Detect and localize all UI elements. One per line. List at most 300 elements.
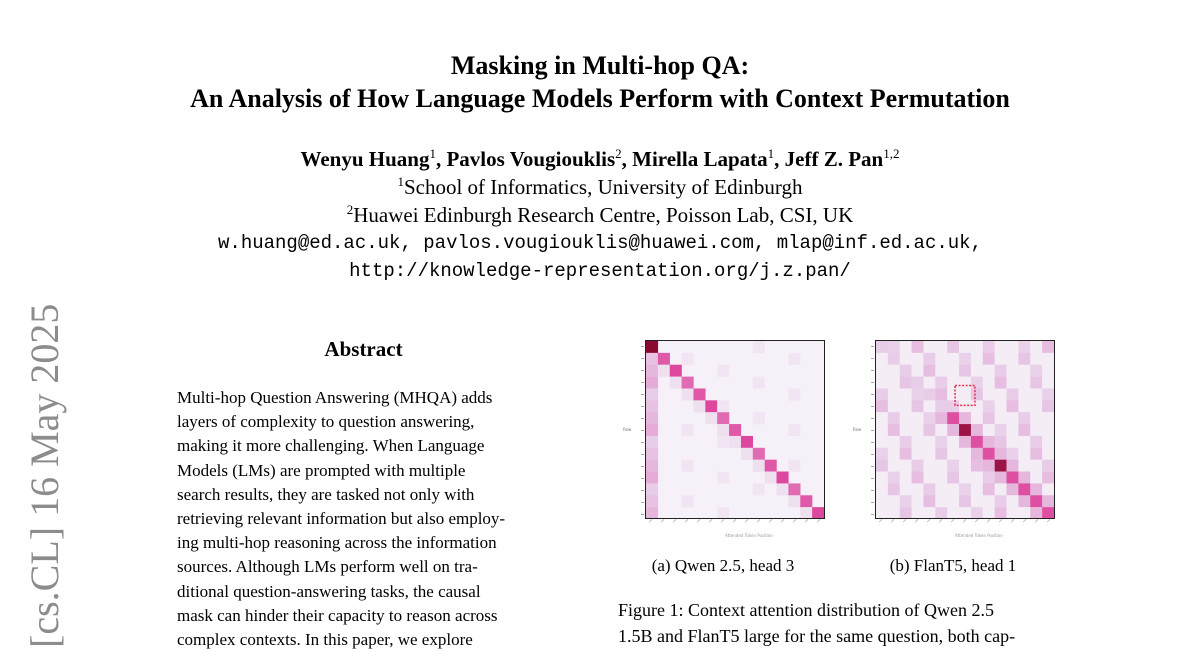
heatmap-flant5-y-label: Row [853, 427, 862, 432]
heatmap-cell [1042, 400, 1054, 412]
heatmap-cell [729, 436, 741, 448]
heatmap-cell [788, 353, 800, 365]
heatmap-cell [1030, 460, 1042, 472]
heatmap-cell [900, 483, 912, 495]
email-link[interactable]: mlap@inf.ed.ac.uk [776, 232, 971, 254]
heatmap-cell [646, 365, 658, 377]
heatmap-cell [959, 353, 971, 365]
heatmap-cell [1018, 377, 1030, 389]
heatmap-cell [1018, 460, 1030, 472]
heatmap-cell [888, 460, 900, 472]
heatmap-cell [765, 460, 777, 472]
heatmap-cell [971, 483, 983, 495]
heatmap-cell [900, 400, 912, 412]
heatmap-cell [900, 412, 912, 424]
heatmap-cell [876, 412, 888, 424]
heatmap-cell [1007, 400, 1019, 412]
heatmap-cell [1018, 353, 1030, 365]
heatmap-cell [923, 377, 935, 389]
abstract-line: complex contexts. In this paper, we explore [177, 630, 473, 650]
heatmap-cell [912, 448, 924, 460]
heatmap-cell [935, 353, 947, 365]
heatmap-cell [995, 436, 1007, 448]
heatmap-cell [971, 448, 983, 460]
heatmap-cell [971, 365, 983, 377]
heatmap-cell [947, 400, 959, 412]
heatmap-cell [658, 365, 670, 377]
heatmap-cell [995, 495, 1007, 507]
heatmap-cell [1030, 365, 1042, 377]
heatmap-cell [971, 424, 983, 436]
heatmap-cell [1018, 424, 1030, 436]
heatmap-cell [753, 412, 765, 424]
heatmap-cell [876, 400, 888, 412]
heatmap-cell [876, 448, 888, 460]
heatmap-cell [682, 460, 694, 472]
heatmap-cell [1018, 412, 1030, 424]
heatmap-cell [995, 507, 1007, 518]
heatmap-cell [888, 483, 900, 495]
heatmap-flant5-y-axis [845, 336, 875, 526]
heatmap-cell [900, 388, 912, 400]
heatmap-cell [1030, 353, 1042, 365]
heatmap-cell [983, 495, 995, 507]
heatmap-cell [741, 448, 753, 460]
heatmap-cell [971, 436, 983, 448]
heatmap-cell [800, 495, 812, 507]
heatmap-cell [912, 424, 924, 436]
heatmap-cell [1007, 377, 1019, 389]
heatmap-cell [947, 424, 959, 436]
heatmap-cell [1030, 448, 1042, 460]
heatmap-cell [900, 448, 912, 460]
heatmap-cell [935, 388, 947, 400]
heatmap-cell [983, 460, 995, 472]
heatmap-cell [1018, 448, 1030, 460]
heatmap-cell [983, 424, 995, 436]
heatmap-cell [935, 507, 947, 518]
author-affil-sup: 1 [767, 146, 775, 161]
heatmap-cell [1030, 472, 1042, 484]
title-line-2: An Analysis of How Language Models Perform with Context Permutation [190, 84, 1010, 113]
heatmap-cell [983, 412, 995, 424]
heatmap-cell [959, 412, 971, 424]
heatmap-cell [888, 388, 900, 400]
heatmap-cell [959, 388, 971, 400]
heatmap-cell [670, 377, 682, 389]
heatmap-cell [646, 412, 658, 424]
heatmap-cell [923, 507, 935, 518]
heatmap-cell [1007, 460, 1019, 472]
heatmap-cell [947, 448, 959, 460]
author-name: Wenyu Huang [300, 147, 430, 171]
heatmap-cell [1042, 353, 1054, 365]
abstract-line: making it more challenging. When Language [177, 436, 485, 456]
heatmap-cell [682, 353, 694, 365]
heatmap-cell [888, 412, 900, 424]
heatmap-cell [1007, 472, 1019, 484]
heatmap-cell [888, 448, 900, 460]
heatmap-cell [765, 472, 777, 484]
heatmap-cell [876, 353, 888, 365]
heatmap-cell [777, 483, 789, 495]
abstract-line: mask can hinder their capacity to reason across [177, 605, 498, 625]
heatmap-cell [888, 377, 900, 389]
heatmap-cell [888, 353, 900, 365]
heatmap-cell [646, 483, 658, 495]
heatmap-cell [646, 495, 658, 507]
heatmap-cell [1007, 436, 1019, 448]
heatmap-cell [959, 495, 971, 507]
abstract-line: Multi-hop Question Answering (MHQA) adds [177, 388, 493, 407]
heatmap-cell [935, 412, 947, 424]
heatmap-cell [646, 507, 658, 518]
affiliation-2: $^2$Huawei Edinburgh Research Centre, Poisson Lab, CSI, UK [346, 202, 854, 227]
heatmap-cell [959, 460, 971, 472]
heatmap-flant5-x-axis [875, 518, 1055, 540]
heatmap-cell [935, 341, 947, 353]
heatmap-cell [912, 460, 924, 472]
heatmap-cell [947, 436, 959, 448]
heatmap-cell [1018, 472, 1030, 484]
heatmap-qwen [645, 340, 825, 519]
heatmap-cell [923, 495, 935, 507]
heatmap-cell [923, 412, 935, 424]
heatmap-cell [888, 424, 900, 436]
author-block [0, 145, 1200, 285]
heatmap-cell [888, 341, 900, 353]
heatmap-cell [947, 460, 959, 472]
heatmap-cell [705, 400, 717, 412]
heatmap-cell [1007, 483, 1019, 495]
heatmap-cell [1042, 483, 1054, 495]
heatmap-cell [959, 472, 971, 484]
abstract-line: Models (LMs) are prompted with multiple [177, 460, 466, 480]
heatmap-cell [1030, 388, 1042, 400]
heatmap-cell [900, 495, 912, 507]
heatmap-cell [646, 448, 658, 460]
heatmap-cell [912, 472, 924, 484]
heatmap-cell [971, 341, 983, 353]
abstract-line: ing multi-hop reasoning across the information [177, 533, 497, 553]
heatmap-cell [983, 436, 995, 448]
heatmap-cell [983, 507, 995, 518]
heatmap-cell [876, 472, 888, 484]
heatmap-cell [812, 507, 824, 518]
heatmap-cell [900, 436, 912, 448]
heatmap-cell [682, 424, 694, 436]
heatmap-cell [995, 483, 1007, 495]
author-affil-sup: 1,2 [883, 146, 900, 161]
heatmap-cell [646, 460, 658, 472]
heatmap-cell [1030, 400, 1042, 412]
heatmap-cell [995, 472, 1007, 484]
heatmap-cell [1042, 365, 1054, 377]
heatmap-cell [983, 365, 995, 377]
heatmap-cell [923, 436, 935, 448]
heatmap-qwen-y-label: Row [623, 427, 632, 432]
heatmap-cell [646, 341, 658, 353]
heatmap-cell [923, 460, 935, 472]
heatmap-cell [995, 460, 1007, 472]
heatmap-cell [682, 377, 694, 389]
heatmap-cell [1042, 507, 1054, 518]
title-line-1: Masking in Multi-hop QA: [450, 51, 750, 80]
heatmap-cell [888, 365, 900, 377]
heatmap-cell [900, 424, 912, 436]
heatmap-cell [1030, 341, 1042, 353]
heatmap-cell [876, 341, 888, 353]
heatmap-cell [947, 377, 959, 389]
heatmap-cell [1030, 412, 1042, 424]
heatmap-cell [753, 377, 765, 389]
heatmap-cell [935, 436, 947, 448]
heatmap-cell [777, 472, 789, 484]
heatmap-cell [888, 507, 900, 518]
heatmap-cell [1018, 341, 1030, 353]
heatmap-cell [717, 436, 729, 448]
heatmap-cell [900, 377, 912, 389]
heatmap-cell [959, 377, 971, 389]
heatmap-cell [923, 400, 935, 412]
heatmap-cell [1018, 507, 1030, 518]
heatmap-cell [947, 388, 959, 400]
heatmap-cell [1007, 412, 1019, 424]
heatmap-cell [788, 483, 800, 495]
abstract-line: search results, they are tasked not only with [177, 484, 475, 504]
heatmap-cell [923, 472, 935, 484]
heatmap-cell [1042, 460, 1054, 472]
heatmap-cell [888, 472, 900, 484]
heatmap-cell [900, 460, 912, 472]
heatmap-cell [800, 507, 812, 518]
email-line: w.huang@ed.ac.uk, pavlos.vougiouklis@huawei.com, mlap@inf.ed.ac.uk, [218, 232, 982, 254]
heatmap-cell [995, 400, 1007, 412]
heatmap-cell [1030, 495, 1042, 507]
heatmap-cell [912, 388, 924, 400]
heatmap-cell [1042, 388, 1054, 400]
heatmap-cell [900, 365, 912, 377]
heatmap-cell [983, 483, 995, 495]
heatmap-cell [646, 424, 658, 436]
heatmap-cell [876, 377, 888, 389]
heatmap-cell [995, 341, 1007, 353]
author-name: Mirella Lapata [632, 147, 768, 171]
heatmap-cell [995, 448, 1007, 460]
affiliation-1: $^1$School of Informatics, University of Edinburgh [397, 174, 803, 199]
heatmap-cell [923, 353, 935, 365]
abstract-line: ditional question-answering tasks, the causal [177, 581, 481, 601]
heatmap-cell [717, 365, 729, 377]
heatmap-cell [741, 436, 753, 448]
heatmap-cell [947, 495, 959, 507]
heatmap-cell [912, 353, 924, 365]
heatmap-cell [959, 448, 971, 460]
subcaption-b: (b) FlanT5, head 1 [889, 556, 1017, 575]
heatmap-cell [912, 507, 924, 518]
heatmap-cell [912, 436, 924, 448]
heatmap-cell [947, 341, 959, 353]
heatmap-cell [900, 341, 912, 353]
abstract-line: layers of complexity to question answering, [177, 412, 475, 432]
heatmap-cell [1018, 495, 1030, 507]
heatmap-cell [971, 460, 983, 472]
heatmap-cell [1018, 388, 1030, 400]
heatmap-cell [959, 400, 971, 412]
heatmap-cell [923, 341, 935, 353]
heatmap-cell [959, 507, 971, 518]
heatmap-cell [900, 472, 912, 484]
heatmap-cell [1007, 365, 1019, 377]
heatmap-cell [888, 400, 900, 412]
heatmap-cell [912, 495, 924, 507]
heatmap-cell [971, 412, 983, 424]
heatmap-flant5-x-label: Attended Token Position [955, 533, 1003, 538]
heatmap-cell [876, 483, 888, 495]
heatmap-cell [1030, 436, 1042, 448]
heatmap-cell [959, 483, 971, 495]
heatmap-qwen-x-axis [645, 518, 825, 540]
heatmap-cell [947, 472, 959, 484]
heatmap-qwen-y-axis [615, 336, 645, 526]
heatmap-cell [788, 388, 800, 400]
heatmap-qwen-x-label: Attended Token Position [725, 533, 773, 538]
heatmap-cell [1007, 448, 1019, 460]
heatmap-cell [912, 412, 924, 424]
heatmap-cell [1007, 507, 1019, 518]
heatmap-cell [876, 460, 888, 472]
heatmap-cell [1007, 341, 1019, 353]
heatmap-cell [923, 448, 935, 460]
heatmap-cell [995, 377, 1007, 389]
heatmap-cell [995, 365, 1007, 377]
heatmap-cell [971, 353, 983, 365]
heatmap-cell [947, 353, 959, 365]
heatmap-cell [888, 436, 900, 448]
author-affil-sup: 1 [429, 146, 436, 161]
arxiv-stamp: [cs.CL] 16 May 2025 [22, 303, 67, 648]
figure-caption-line: 1.5B and FlanT5 large for the same question, both cap- [618, 626, 1016, 646]
heatmap-cell [1007, 388, 1019, 400]
heatmap-cell [923, 424, 935, 436]
heatmap-cell [923, 388, 935, 400]
heatmap-cell [959, 424, 971, 436]
heatmap-cell [959, 436, 971, 448]
heatmap-cell [876, 495, 888, 507]
heatmap-cell [971, 400, 983, 412]
heatmap-cell [971, 495, 983, 507]
heatmap-cell [947, 507, 959, 518]
heatmap-cell [935, 400, 947, 412]
heatmap-cell [876, 365, 888, 377]
heatmap-cell [658, 353, 670, 365]
heatmap-flant5 [875, 340, 1055, 519]
heatmap-cell [1042, 448, 1054, 460]
figure-caption [618, 597, 1060, 649]
heatmap-cell [971, 388, 983, 400]
heatmap-cell [935, 483, 947, 495]
heatmap-cell [1018, 436, 1030, 448]
heatmap-cell [983, 353, 995, 365]
heatmap-cell [788, 460, 800, 472]
heatmap-cell [876, 436, 888, 448]
heatmap-cell [995, 388, 1007, 400]
homepage-link[interactable]: http://knowledge-representation.org/j.z.pan/ [349, 260, 851, 282]
heatmap-cell [682, 388, 694, 400]
heatmap-cell [646, 472, 658, 484]
heatmap-cell [788, 424, 800, 436]
heatmap-cell [888, 495, 900, 507]
heatmap-cell [983, 448, 995, 460]
heatmap-cell [646, 377, 658, 389]
heatmap-cell [912, 377, 924, 389]
heatmap-cell [935, 377, 947, 389]
heatmap-cell [959, 365, 971, 377]
heatmap-cell [995, 412, 1007, 424]
heatmap-cell [935, 424, 947, 436]
heatmap-cell [717, 507, 729, 518]
heatmap-cell [717, 412, 729, 424]
subcaption-a: (a) Qwen 2.5, head 3 [651, 556, 795, 575]
heatmap-cell [1042, 472, 1054, 484]
heatmap-cell [983, 341, 995, 353]
abstract-line: sources. Although LMs perform well on tra- [177, 557, 478, 577]
author-name: Pavlos Vougiouklis [446, 147, 616, 171]
author-list: Wenyu Huang$^1$, Pavlos Vougiouklis$^2$, Mirella Lapata$^1$, Jeff Z. Pan$^{1,2}$ [300, 146, 900, 171]
heatmap-cell [1007, 353, 1019, 365]
heatmap-cell [900, 507, 912, 518]
heatmap-cell [995, 353, 1007, 365]
heatmap-cell [923, 365, 935, 377]
heatmap-cell [1042, 436, 1054, 448]
heatmap-cell [646, 400, 658, 412]
heatmap-cell [912, 365, 924, 377]
heatmap-cell [983, 472, 995, 484]
heatmap-cell [1030, 377, 1042, 389]
heatmap-cell [1042, 341, 1054, 353]
heatmap-cell [693, 388, 705, 400]
heatmap-cell [995, 424, 1007, 436]
author-name: Jeff Z. Pan [784, 147, 884, 171]
abstract-heading: Abstract [324, 337, 403, 361]
heatmap-cell [753, 483, 765, 495]
author-affil-sup: 2 [615, 146, 622, 161]
email-link[interactable]: pavlos.vougiouklis@huawei.com [423, 232, 754, 254]
heatmap-cell [1042, 412, 1054, 424]
heatmap-cell [947, 365, 959, 377]
heatmap-cell [1042, 495, 1054, 507]
heatmap-cell [646, 353, 658, 365]
heatmap-cell [983, 377, 995, 389]
heatmap-cell [947, 412, 959, 424]
heatmap-cell [717, 424, 729, 436]
heatmap-cell [935, 365, 947, 377]
heatmap-cell [935, 495, 947, 507]
heatmap-cell [1018, 400, 1030, 412]
heatmap-cell [935, 460, 947, 472]
heatmap-cell [935, 448, 947, 460]
heatmap-cell [1018, 483, 1030, 495]
heatmap-cell [935, 472, 947, 484]
heatmap-cell [959, 341, 971, 353]
email-link[interactable]: w.huang@ed.ac.uk [218, 232, 401, 254]
heatmap-cell [693, 400, 705, 412]
heatmap-cell [947, 483, 959, 495]
heatmap-cell [1030, 424, 1042, 436]
heatmap-cell [983, 388, 995, 400]
heatmap-cell [971, 377, 983, 389]
heatmap-cell [900, 353, 912, 365]
